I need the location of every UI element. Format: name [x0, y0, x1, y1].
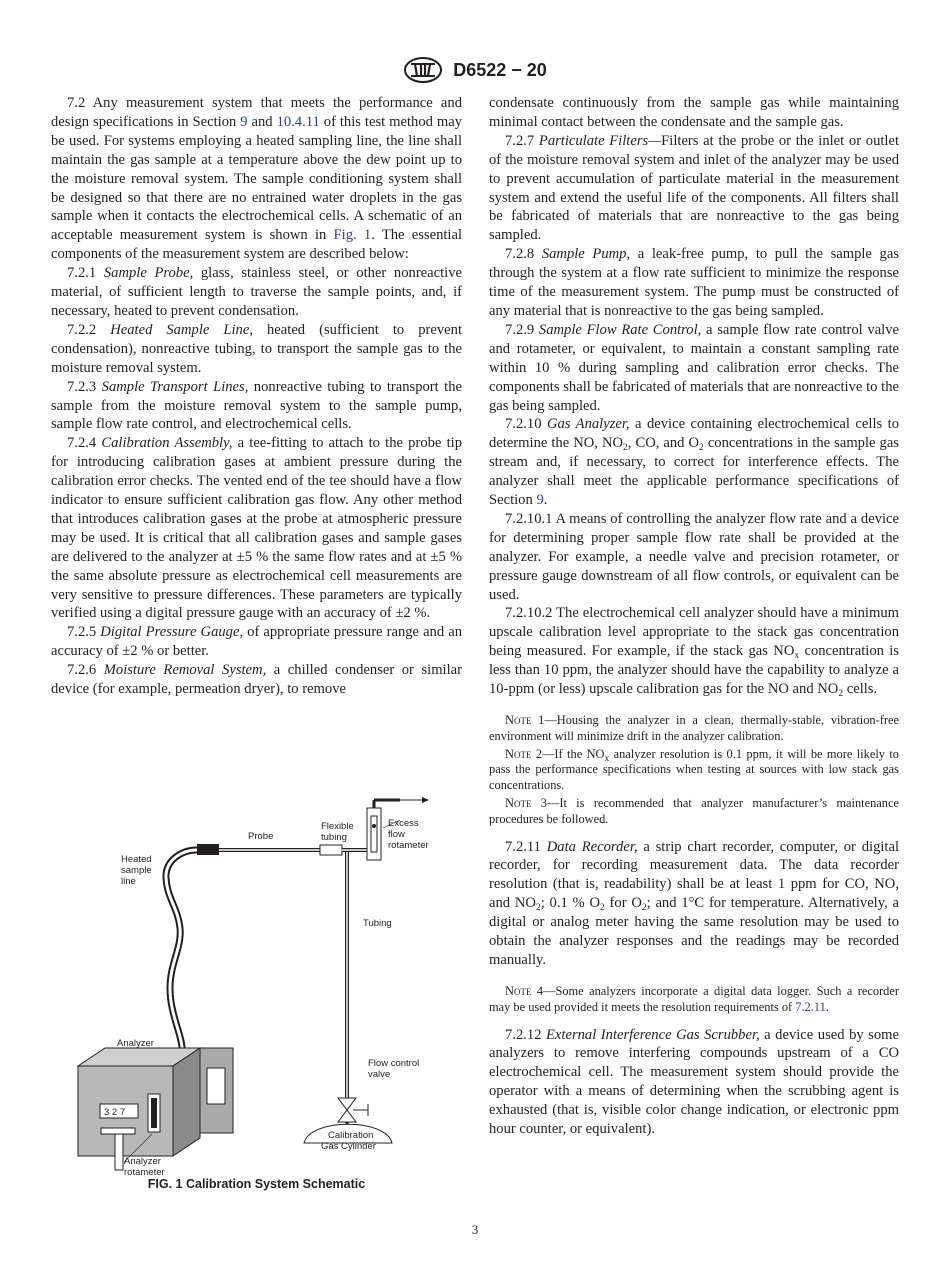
flexible-tubing-box [320, 845, 342, 855]
paragraph-7-2-5: 7.2.5 Digital Pressure Gauge, of appropriate pressure range and an accuracy of ±2 % or better. [51, 624, 462, 660]
paragraph-7-2-6-cont: condensate continuously from the sample gas while maintaining minimal contact between the condensate and the sample gas. [489, 95, 899, 130]
section-7-2-11-link[interactable]: 7.2.11 [795, 999, 826, 1014]
paragraph-7-2-11: 7.2.11 Data Recorder, a strip chart recorder, computer, or digital recorder, for recording measurement data. The data recorder resolution (that is, readability) shall be at least 1 ppm for CO, NO, and $NO_2$; 0.1 % $O_2$ for $O_2$; and 1°C for temperature. Alternatively, a digital or analog meter having the same resolution may be used to obtain the analyzer responses and the readings may be recorded manually. [489, 838, 900, 969]
svg-text:line: line [121, 876, 136, 887]
paragraph-7-2-3: 7.2.3 Sample Transport Lines, nonreactive tubing to transport the sample from the moisture removal system to the sample pump, sample flow rate control, and electrochemical cells. [51, 378, 462, 433]
note-3: Note 3—It is recommended that analyzer manufacturer’s maintenance procedures be followed. [489, 795, 899, 826]
fig-1-link[interactable]: Fig. 1 [333, 227, 372, 244]
svg-text:Excess: Excess [388, 818, 419, 829]
document-designation: D6522 − 20 [453, 59, 547, 80]
analyzer-display-text: 3 2 7 [104, 1107, 126, 1118]
svg-text:rotameter: rotameter [124, 1167, 165, 1178]
paragraph-7-2-8: 7.2.8 Sample Pump, a leak-free pump, to pull the sample gas through the system at a flow rate sufficient to minimize the response time of the measurement system. The pump must be constructed of any material that is nonreactive to the gas being sampled. [489, 246, 899, 319]
section-9-link-2[interactable]: 9 [536, 492, 544, 509]
svg-text:valve: valve [368, 1069, 391, 1080]
astm-logo-icon [403, 56, 443, 84]
svg-text:flow: flow [388, 829, 405, 840]
calibration-schematic-figure [70, 798, 465, 1178]
page-number: 3 [471, 1222, 479, 1237]
page-header [0, 56, 950, 84]
svg-text:sample: sample [121, 865, 152, 876]
paragraph-7-2-6: 7.2.6 Moisture Removal System, a chilled condenser or similar device (for example, permeation dryer), to remove [51, 662, 462, 698]
paragraph-7-2-12: 7.2.12 External Interference Gas Scrubber, a device used by some analyzers to remove interfering compounds upstream of a CO electrochemical cell. The measurement system should provide the operator with a means of determining when the scrubbing agent is exhausted (that is, visible color change indication, or electronic ppm hour counter, or equivalent). [489, 1026, 899, 1138]
paragraph-7-2-4: 7.2.4 Calibration Assembly, a tee-fitting to attach to the probe tip for introducing calibration gases at ambient pressure during the calibration error checks. The vented end of the tee should have a flow indicator to ensure sufficient calibration gas flow. Any other method that introduces calibration gases at the probe at atmospheric pressure may be used. It is critical that all calibration gases and sample gases are delivered to the analyzer at ±5 % the same flow rates and at ±5 % the same absolute pressure as electrochemical cell measurements are very sensitive to pressure differences. These parameters are typically verified using a digital pressure gauge with an accuracy of ±2 %. [51, 435, 462, 622]
paragraph-7-2-7: 7.2.7 Particulate Filters—Filters at the probe or the inlet or outlet of the moisture removal system and inlet of the analyzer may be used to prevent accumulation of particulate material in the measurement system and extend the useful life of the components. All filters shall be fabricated of materials that are nonreactive to the gas being sampled. [489, 132, 900, 244]
svg-text:Analyzer: Analyzer [117, 1038, 154, 1049]
paragraph-7-2-1: 7.2.1 Sample Probe, glass, stainless steel, or other nonreactive material, of sufficient length to traverse the sample points, and, if necessary, heated to prevent condensation. [51, 265, 463, 319]
paragraph-7-2: 7.2 Any measurement system that meets the performance and design specifications in Section 9 and 10.4.11 of this test method may be used. For systems employing a heated sampling line, the line shall maintain the gas sample at a temperature above the dew point up to the moisture removal system. The sample conditioning system shall be designed so that there are no entrained water droplets in the gas sample when it contacts the electrochemical cells. A schematic of an acceptable measurement system is shown in Fig. 1. The essential components of the measurement system are described below: [51, 95, 463, 263]
svg-text:Tubing: Tubing [363, 918, 392, 929]
paragraph-7-2-2: 7.2.2 Heated Sample Line, heated (sufficient to prevent condensation), nonreactive tubing, to transport the sample gas to the moisture removal system. [51, 321, 462, 376]
svg-text:Heated: Heated [121, 854, 152, 865]
svg-text:tubing: tubing [321, 832, 347, 843]
paragraph-7-2-10-2: 7.2.10.2 The electrochemical cell analyzer should have a minimum upscale calibration level appropriate to the stack gas concentration being measured. For example, if the stack gas $NO_x$ concentration is less than 10 ppm, the analyzer should have the capability to analyze a 10-ppm (or less) upscale calibration gas for the NO and $NO_2$ cells. [489, 605, 899, 700]
schematic-diagram [70, 798, 465, 1178]
paragraph-7-2-9: 7.2.9 Sample Flow Rate Control, a sample flow rate control valve and rotameter, or equivalent, to maintain a constant sampling rate within 10 % during sampling and calibration error checks. The components shall be fabricated of materials that are nonreactive to the gas being sampled. [489, 321, 900, 414]
left-column [51, 94, 462, 699]
probe-tip [197, 844, 219, 855]
svg-text:Probe: Probe [248, 831, 274, 842]
section-9-link[interactable]: 9 [240, 113, 248, 130]
note-2: Note 2—If the $NO_x$ analyzer resolution is 0.1 ppm, it will be more likely to pass the performance specifications when testing at sources with low stack gas concentrations. [489, 746, 900, 793]
svg-text:Flow control: Flow control [368, 1058, 420, 1069]
svg-text:Flexible: Flexible [321, 821, 354, 832]
svg-text:Gas Cylinder: Gas Cylinder [321, 1141, 376, 1152]
note-1: Note 1—Housing the analyzer in a clean, thermally-stable, vibration-free environment will minimize drift in the analyzer calibration. [489, 713, 899, 743]
right-column [489, 94, 899, 1139]
note-4: Note 4—Some analyzers incorporate a digital data logger. Such a recorder may be used provided it meets the resolution requirements of 7.2.11. [489, 983, 899, 1014]
svg-text:Calibration: Calibration [328, 1130, 374, 1141]
figure-caption: FIG. 1 Calibration System Schematic [147, 1177, 366, 1191]
paragraph-7-2-10: 7.2.10 Gas Analyzer, a device containing electrochemical cells to determine the NO, $NO_2$, CO, and $O_2$ concentrations in the sample gas stream and, if necessary, to correct for interference effects. The analyzer shall meet the applicable performance specifications of Section 9. [489, 416, 899, 509]
svg-text:rotameter: rotameter [388, 840, 429, 851]
svg-text:Analyzer: Analyzer [124, 1156, 161, 1167]
section-10-4-11-link[interactable]: 10.4.11 [276, 113, 320, 130]
paragraph-7-2-10-1: 7.2.10.1 A means of controlling the analyzer flow rate and a device for determining proper sample flow rate shall be provided at the analyzer. For example, a needle valve and precision rotameter, or pressure gauge downstream of all flow controls, or equivalent can be used. [489, 510, 899, 603]
